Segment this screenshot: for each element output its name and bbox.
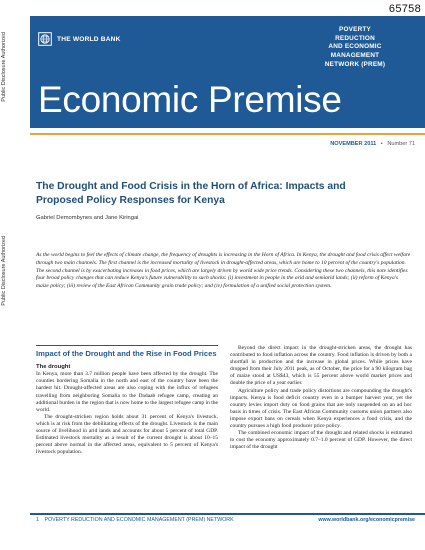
paragraph: In Kenya, more than 3.7 million people have been affected by the drought. The counties bordering Somalia in the north and east of the country have been the hardest hit. Drought-affected areas are also coping with the influx of refugees travelling from neighboring Somalia to the Dadaab refugee camp, creating an additional burden in the region that is now home to the largest refugee camp in the world.	[36, 371, 218, 413]
right-column	[230, 345, 412, 451]
world-bank-logo	[38, 32, 121, 46]
footer-url-link[interactable]: www.worldbank.org/economicpremise	[318, 517, 415, 523]
subheading: The drought	[36, 364, 71, 371]
disclosure-stamp-top: Public Disclosure Authorized	[1, 32, 7, 102]
article-authors: Gabriel Demombynes and Jane Kiringai	[36, 215, 139, 221]
paragraph: Agriculture policy and trade policy distortions are compounding the drought's impacts. Kenya is food deficit country even in a bumper harvest year, yet the country levies import duty on food grains that are only suspended on an ad hoc basis in times of crisis. The East African Community customs union partners also impose export bans on cereals when Kenya experiences a food crisis, and the country pursues a high food producer price policy.	[230, 387, 412, 430]
footer-network-text: POVERTY REDUCTION AND ECONOMIC MANAGEMENT (PREM) NETWORK	[44, 517, 234, 523]
issue-number: Number 71	[387, 141, 415, 147]
footer-divider	[30, 513, 425, 515]
prem-line: REDUCTION	[335, 34, 375, 42]
paragraph: The combined economic impact of the drought and related shocks is estimated to cost the economy approximately 0.7–1.0 percent of GDP. However, the direct impact of the drought	[230, 430, 412, 451]
left-column	[36, 345, 218, 456]
page-number: 1	[36, 517, 39, 523]
document-number: 65758	[388, 3, 421, 15]
logo-text: THE WORLD BANK	[57, 35, 121, 43]
disclosure-stamp-middle: Public Disclosure Authorized	[1, 236, 7, 306]
issue-separator: •	[380, 141, 383, 147]
article-abstract: As the world begins to feel the effects of climate change, the frequency of droughts is increasing in the Horn of Africa. In Kenya, the drought and food crisis affect welfare through two main channels. The first channel is the increased mortality of livestock in drought-affected areas, which are home to 10 percent of the country's population. The second channel is by exacerbating increases in food prices, which are largely driven by world wide price trends. Considering these two channels, this note identifies four broad policy changes that can reduce Kenya's future vulnerability to such shocks: (i) investment in people in the arid and semiarid lands; (ii) reform of Kenya's maize policy; (iii) review of the East African Community grain trade policy; and (iv) formulation of a unified social protection system.	[36, 252, 411, 290]
section-rule	[36, 345, 218, 346]
footer-network	[36, 517, 234, 523]
paragraph: The drought-stricken region holds about 31 percent of Kenya's livestock, which is at risk from the debilitating effects of the drought. Livestock is the main source of livelihood in arid lands and accounts for about 5 percent of total GDP. Estimated livestock mortality as a result of the current drought is about 10–15 percent above normal in the affected areas, equivalent to 5 percent of Kenya's livestock population.	[36, 413, 218, 456]
prem-line: POVERTY	[339, 26, 371, 33]
prem-line: NETWORK (PREM)	[324, 60, 386, 68]
prem-network-label	[295, 26, 415, 70]
header-banner	[30, 16, 425, 128]
article-title: The Drought and Food Crisis in the Horn of Africa: Impacts and Proposed Policy Responses for Kenya	[36, 181, 346, 206]
issue-date: NOVEMBER 2011	[330, 141, 377, 147]
accent-divider	[30, 133, 425, 135]
issue-info	[330, 141, 415, 147]
prem-line: MANAGEMENT	[330, 52, 380, 60]
world-bank-globe-icon	[38, 32, 52, 46]
paragraph: Beyond the direct impact in the drought-stricken areas, the drought has contributed to food inflation across the country. Food inflation is driven by both a shortfall in production and the increase in global prices. While prices have dropped from their July 2011 peak, as of October, the price for a 90 kilogram bag of maize stood at US$43, which is 55 percent above world market prices and double the price of a year earlier.	[230, 345, 412, 387]
prem-line: AND ECONOMIC	[328, 43, 382, 51]
section-heading: Impact of the Drought and the Rise in Food Prices	[36, 349, 217, 358]
masthead-title: Economic Premise	[38, 79, 342, 120]
